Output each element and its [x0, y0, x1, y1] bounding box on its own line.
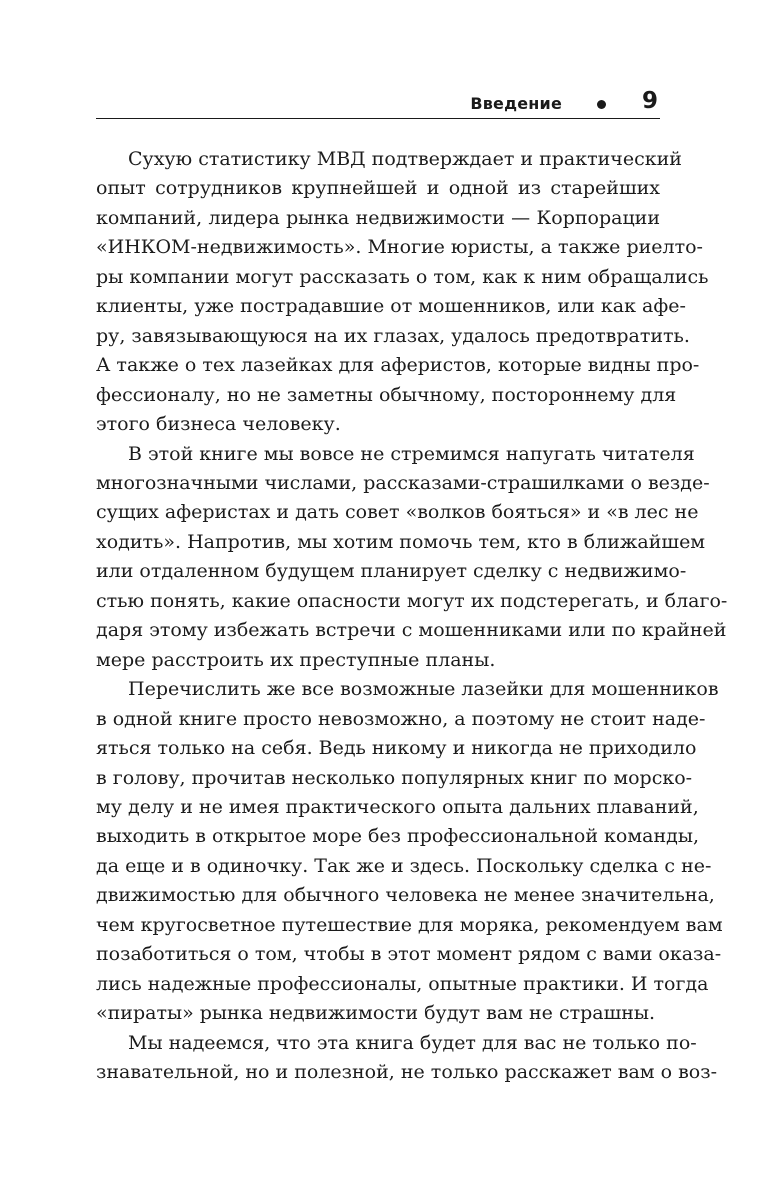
text-line: стью понять, какие опасности могут их подстерегать, и благо-	[96, 589, 728, 612]
text-line: мере расстроить их преступные планы.	[96, 648, 496, 671]
text-line: Перечислить же все возможные лазейки для мошенников	[128, 678, 719, 701]
text-line: Мы надеемся, что эта книга будет для вас не только по-	[128, 1031, 697, 1054]
text-line: компаний, лидера рынка недвижимости — Корпорации	[96, 206, 660, 229]
text-line: многозначными числами, рассказами-страшилками о везде-	[96, 471, 710, 494]
text-line: выходить в открытое море без профессиональной команды,	[96, 825, 699, 848]
text-line: в голову, прочитав несколько популярных книг по морско-	[96, 766, 693, 789]
text-line: А также о тех лазейках для аферистов, которые видны про-	[96, 354, 700, 377]
text-line: да еще и в одиночку. Так же и здесь. Поскольку сделка с не-	[96, 854, 712, 877]
text-line: знавательной, но и полезной, не только расскажет вам о воз-	[96, 1061, 718, 1084]
bullet-separator	[597, 100, 606, 109]
page-number: 9	[641, 88, 658, 114]
text-line: чем кругосветное путешествие для моряка, рекомендуем вам	[96, 913, 723, 936]
text-line: «пираты» рынка недвижимости будут вам не страшны.	[96, 1002, 656, 1025]
text-line: ру, завязывающуюся на их глазах, удалось предотвратить.	[96, 324, 690, 347]
text-line: этого бизнеса человеку.	[96, 413, 341, 436]
text-line: клиенты, уже пострадавшие от мошенников, или как афе-	[96, 295, 686, 318]
text-line: В этой книге мы вовсе не стремимся напугать читателя	[128, 442, 695, 465]
text-line: даря этому избежать встречи с мошенниками или по крайней	[96, 619, 727, 642]
paragraph	[96, 440, 728, 676]
paragraph	[96, 145, 709, 440]
text-line: Сухую статистику МВД подтверждает и практический	[128, 148, 682, 170]
text-line: яться только на себя. Ведь никому и никогда не приходило	[96, 737, 697, 760]
text-line: фессионалу, но не заметны обычному, постороннему для	[96, 383, 677, 406]
text-line: движимостью для обычного человека не менее значительна,	[96, 884, 715, 907]
paragraph	[96, 675, 723, 1028]
text-line: сущих аферистах и дать совет «волков бояться» и «в лес не	[96, 501, 699, 524]
running-head	[96, 88, 660, 119]
text-line: или отдаленном будущем планирует сделку с недвижимо-	[96, 560, 687, 583]
text-line: ходить». Напротив, мы хотим помочь тем, кто в ближайшем	[96, 530, 706, 553]
text-line: опыт сотрудников крупнейшей и одной из старейших	[96, 177, 660, 200]
text-line: «ИНКОМ-недвижимость». Многие юристы, а также риелто-	[96, 236, 703, 259]
paragraph	[96, 1029, 718, 1088]
text-line: ры компании могут рассказать о том, как к ним обращались	[96, 265, 709, 288]
body-text	[96, 145, 728, 1088]
text-line: в одной книге просто невозможно, а поэтому не стоит наде-	[96, 707, 706, 730]
section-title: Введение	[470, 94, 562, 113]
text-line: му делу и не имея практического опыта дальних плаваний,	[96, 795, 699, 818]
text-line: позаботиться о том, чтобы в этот момент рядом с вами оказа-	[96, 943, 722, 966]
text-line: лись надежные профессионалы, опытные практики. И тогда	[96, 972, 709, 995]
